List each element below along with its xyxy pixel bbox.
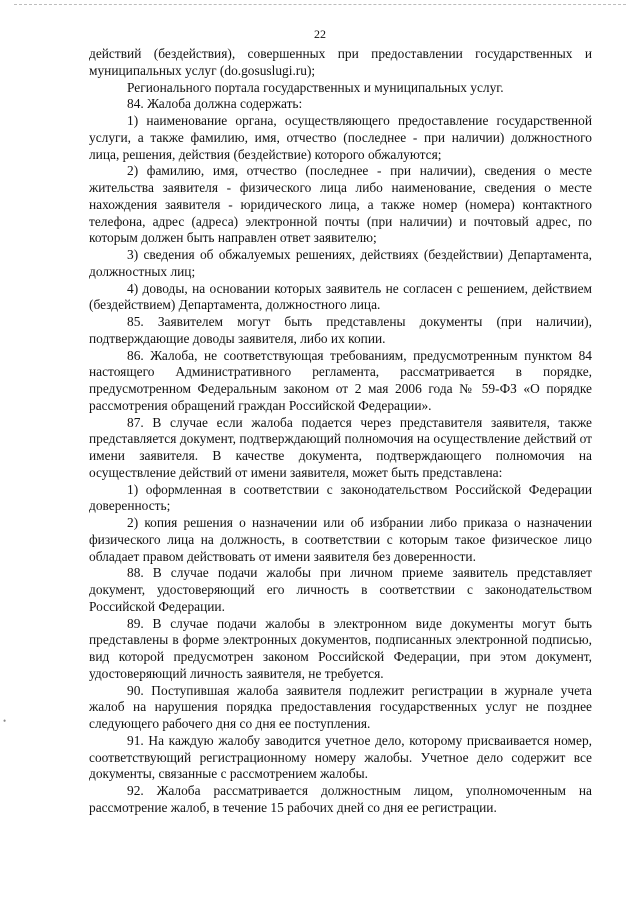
paragraph: 89. В случае подачи жалобы в электронном виде документы могут быть представлены в форме электронных документов, подписанных электронной подписью, вид которой предусмотрен законом Российской Федерации, при этом документ, удостоверяющий личность заявителя, не требуется.: [89, 615, 592, 681]
paragraph: 85. Заявителем могут быть представлены документы (при наличии), подтверждающие доводы заявителя, либо их копии.: [89, 314, 592, 346]
paragraph: 84. Жалоба должна содержать:: [127, 96, 303, 112]
paragraph: Регионального портала государственных и муниципальных услуг.: [127, 79, 504, 95]
paragraph: 88. В случае подачи жалобы при личном приеме заявитель представляет документ, удостоверяющий его личность в соответствии с законодательством Российской Федерации.: [89, 565, 592, 614]
paragraph: действий (бездействия), совершенных при предоставлении государственных и муниципальных услуг (do.gosuslugi.ru);: [89, 46, 592, 78]
paragraph: 90. Поступившая жалоба заявителя подлежит регистрации в журнале учета жалоб на нарушения порядка предоставления государственных услуг не позднее следующего рабочего дня со дня ее поступления.: [89, 682, 592, 731]
paragraph: 86. Жалоба, не соответствующая требованиям, предусмотренным пунктом 84 настоящего Административного регламента, рассматривается в порядке, предусмотренном Федеральным законом от 2 мая 2006 года № 59-ФЗ «О порядке рассмотрения обращений граждан Российской Федерации».: [89, 347, 592, 413]
paragraph: 87. В случае если жалоба подается через представителя заявителя, также представляется документ, подтверждающий полномочия на осуществление действий от имени заявителя. В качестве документа, подтверждающего полномочия на осуществление действий от имени заявителя, может быть представлена:: [89, 414, 592, 480]
paragraph: 92. Жалоба рассматривается должностным лицом, уполномоченным на рассмотрение жалоб, в течение 15 рабочих дней со дня ее регистрации.: [89, 783, 592, 815]
paragraph: 1) оформленная в соответствии с законодательством Российской Федерации доверенность;: [89, 481, 592, 514]
paragraph: 4) доводы, на основании которых заявитель не согласен с решением, действием (бездействием) Департамента, должностного лица.: [89, 280, 592, 313]
paragraph: 2) фамилию, имя, отчество (последнее - при наличии), сведения о месте жительства заявителя - физического лица либо наименование, сведения о месте нахождения заявителя - юридического лица, а также номер (номера) контактного телефона, адрес (адреса) электронной почты (при наличии) и почтовый адрес, по которым должен быть направлен ответ заявителю;: [89, 163, 592, 246]
document-body: [89, 46, 592, 817]
paragraph: 2) копия решения о назначении или об избрании либо приказа о назначении физического лица на должность, в соответствии с которым такое физическое лицо обладает правом действовать от имени заявителя без доверенности.: [89, 515, 592, 564]
scan-edge-line: [14, 4, 626, 6]
paragraph: 91. На каждую жалобу заводится учетное дело, которому присваивается номер, соответствующий регистрационному номеру жалобы. Учетное дело содержит все документы, связанные с рассмотрением жалобы.: [89, 732, 592, 782]
paragraph: 1) наименование органа, осуществляющего предоставление государственной услуги, а также фамилию, имя, отчество (последнее - при наличии) должностного лица, решения, действия (бездействие) которого обжалуются;: [89, 113, 592, 162]
paragraph: 3) сведения об обжалуемых решениях, действиях (бездействии) Департамента, должностных лиц;: [89, 247, 592, 279]
page-number: 22: [314, 27, 326, 41]
margin-mark: •: [3, 716, 7, 726]
